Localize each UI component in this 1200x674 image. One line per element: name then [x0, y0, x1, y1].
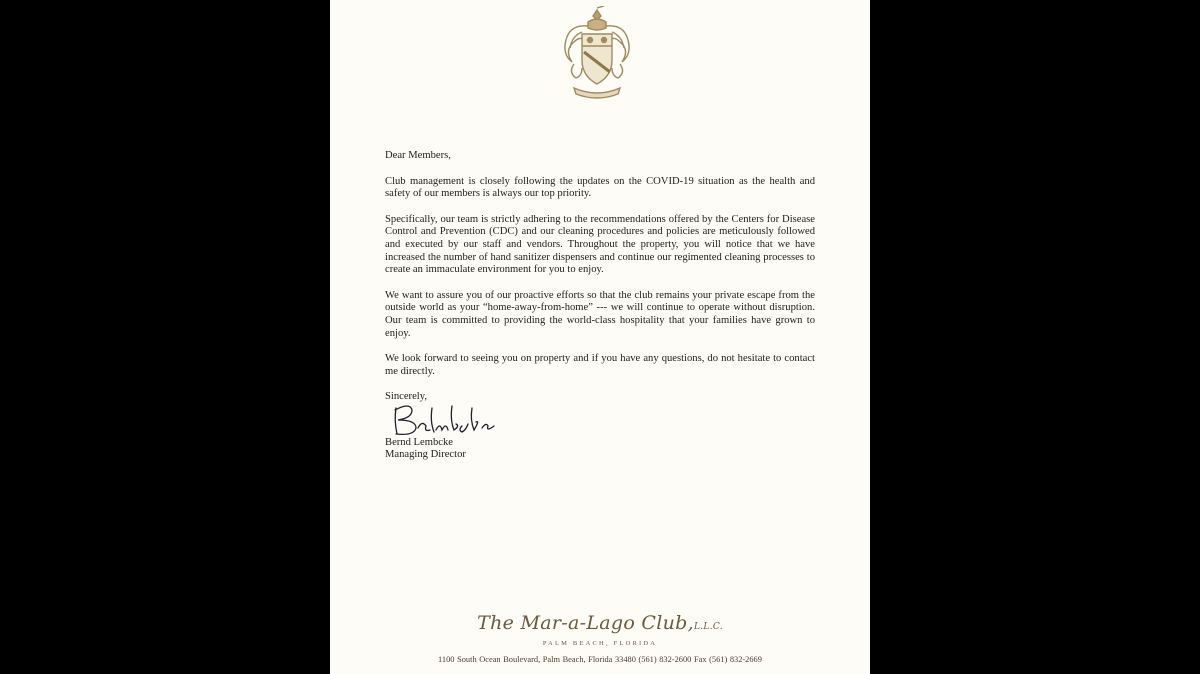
- club-name-logo: [330, 612, 870, 634]
- signer-title: Managing Director: [385, 449, 466, 460]
- club-city: PALM BEACH, FLORIDA: [542, 640, 658, 647]
- signer-name: Bernd Lembcke: [385, 437, 453, 448]
- letter-body: [385, 150, 815, 417]
- paragraph-4: We look forward to seeing you on property and if you have any questions, do not hesitate to contact me directly.: [385, 353, 815, 377]
- coat-of-arms-crest-icon: [552, 6, 642, 102]
- paragraph-1: Club management is closely following the updates on the COVID-19 situation as the health and safety of our members is always our top priority.: [385, 175, 815, 200]
- club-suffix: L.L.C.: [693, 622, 723, 632]
- salutation: Dear Members,: [385, 150, 451, 161]
- paragraph-3: We want to assure you of our proactive efforts so that the club remains your private escape from the outside world as your “home-away-from-home” --- we will continue to operate without disruption. Our team is committed to providing the world-class hospitality that your families have grown to enjoy.: [385, 289, 815, 339]
- club-address: 1100 South Ocean Boulevard, Palm Beach, Florida 33480 (561) 832-2600 Fax (561) 832-2669: [438, 655, 762, 664]
- club-name: The Mar-a-Lago Club,: [477, 612, 694, 634]
- letter-page: [330, 0, 870, 674]
- closing: Sincerely,: [385, 391, 427, 403]
- paragraph-2: Specifically, our team is strictly adhering to the recommendations offered by the Centers for Disease Control and Prevention (CDC) and our cleaning procedures and policies are meticulously followed and executed by our staff and vendors. Throughout the property, you will notice that we have increased the number of hand sanitizer dispensers and continue our regimented cleaning processes to create an immaculate environment for you to enjoy.: [385, 213, 815, 276]
